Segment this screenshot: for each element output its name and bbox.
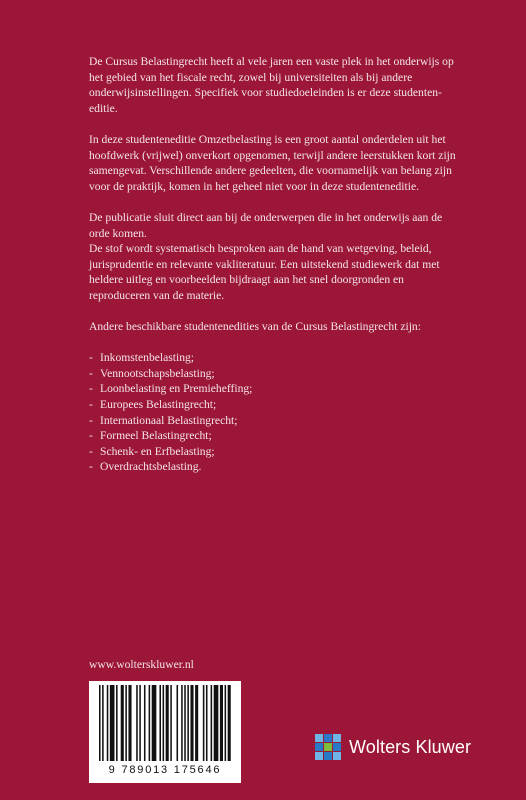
blurb-paragraph-content: In deze studenteneditie Omzetbelasting is een groot aantal onderdelen uit het hoofdwerk (vrijwel) onverkort opgenomen, terwijl andere leerstukken kort zijn samengevat. Verschillende andere gedeelten, die voornamelijk van belang zijn voor de praktijk, komen in het geheel niet voor in deze studenteneditie.	[89, 132, 456, 193]
list-item: - Vennootschapsbelasting;	[89, 366, 461, 382]
list-item: - Loonbelasting en Premieheffing;	[89, 381, 461, 397]
list-item: - Schenk- en Erfbelasting;	[89, 444, 461, 460]
publisher-name: Wolters Kluwer	[349, 736, 472, 757]
list-item: - Overdrachtsbelasting.	[89, 459, 461, 475]
list-item: - Inkomstenbelasting;	[89, 350, 461, 366]
blurb-paragraph-publication: De publicatie sluit direct aan bij de onderwerpen die in het onderwijs aan de orde komen.	[89, 210, 443, 240]
list-item: - Formeel Belastingrecht;	[89, 428, 461, 444]
blurb-paragraph-editions-intro: Andere beschikbare studentenedities van de Cursus Belastingrecht zijn:	[89, 320, 421, 334]
barcode-icon	[95, 685, 235, 765]
publisher-logo	[314, 730, 494, 764]
list-item: - Europees Belastingrecht;	[89, 397, 461, 413]
list-item: - Internationaal Belastingrecht;	[89, 413, 461, 429]
blurb-paragraph-method: De stof wordt systematisch besproken aan de hand van wetgeving, beleid, jurisprudentie en relevante vakliteratuur. Een uitstekend studiewerk dat met heldere uitleg en voorbeelden bijdraagt aan het snel doorgronden en reproduceren van de materie.	[89, 242, 440, 302]
wolters-kluwer-logo-icon	[314, 733, 342, 761]
publisher-website: www.wolterskluwer.nl	[89, 658, 194, 671]
isbn-number: 9 789013 175646	[108, 764, 222, 776]
editions-list	[89, 350, 461, 475]
blurb-paragraph-intro: De Cursus Belastingrecht heeft al vele jaren een vaste plek in het onderwijs op het gebied van het fiscale recht, zowel bij universiteiten als bij andere onderwijsinstellingen. Specifiek voor studiedoeleinden is er deze studenteneditie.	[89, 55, 454, 115]
isbn-barcode	[89, 681, 241, 783]
blurb	[89, 54, 461, 475]
